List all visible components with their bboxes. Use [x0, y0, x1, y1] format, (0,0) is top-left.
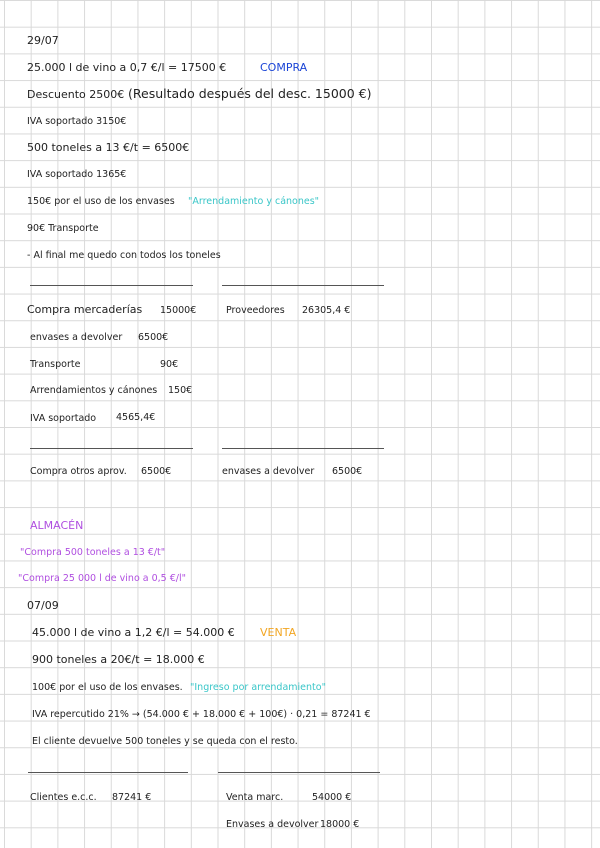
entry1-line2: Descuento 2500€ — [27, 88, 125, 101]
journal3-haber-amount-1: 18000 € — [320, 819, 360, 830]
journal3-debe-amount-0: 87241 € — [112, 792, 152, 803]
journal1-haber-label-0: Proveedores — [226, 305, 285, 316]
entry1-line3: IVA soportado 3150€ — [27, 116, 127, 127]
entry1-line4: 500 toneles a 13 €/t = 6500€ — [27, 141, 190, 154]
venta-tag: VENTA — [260, 626, 297, 639]
compra-tag: COMPRA — [260, 61, 308, 74]
journal1-haber-rule — [222, 285, 384, 286]
journal1-debe-amount-2: 90€ — [160, 359, 179, 370]
entry1-line2-note: (Resultado después del desc. 15000 €) — [128, 86, 372, 101]
entry1-line6: 150€ por el uso de los envases — [27, 196, 175, 207]
journal1-debe-amount-0: 15000€ — [160, 305, 197, 316]
journal3-haber-label-1: Envases a devolver — [226, 819, 319, 830]
journal1-debe-label-4: IVA soportado — [30, 413, 97, 424]
entry1-line7: 90€ Transporte — [27, 223, 99, 234]
entry1-date: 29/07 — [27, 34, 59, 47]
entry2-line5: El cliente devuelve 500 toneles y se queda con el resto. — [32, 736, 298, 747]
journal1-debe-amount-1: 6500€ — [138, 332, 169, 343]
entry2-line1: 45.000 l de vino a 1,2 €/l = 54.000 € — [32, 626, 235, 639]
journal1-debe-label-1: envases a devolver — [30, 332, 123, 343]
entry1-line1: 25.000 l de vino a 0,7 €/l = 17500 € — [27, 61, 227, 74]
journal1-debe-rule — [30, 285, 193, 286]
arrendamiento-note: "Arrendamiento y cánones" — [188, 196, 320, 207]
journal1-debe-label-3: Arrendamientos y cánones — [30, 385, 158, 396]
journal1-debe-label-0: Compra mercaderías — [27, 303, 143, 316]
journal2-debe-amount: 6500€ — [141, 466, 172, 477]
almacen-title: ALMACÉN — [30, 519, 84, 532]
journal2-haber-rule — [222, 448, 384, 449]
ingreso-arrendamiento-note: "Ingreso por arrendamiento" — [190, 682, 326, 693]
journal3-haber-rule — [218, 772, 380, 773]
entry1-line5: IVA soportado 1365€ — [27, 169, 127, 180]
journal2-debe-label: Compra otros aprov. — [30, 466, 127, 477]
journal3-haber-amount-0: 54000 € — [312, 792, 352, 803]
almacen-line2: "Compra 25 000 l de vino a 0,5 €/l" — [18, 573, 186, 584]
entry2-date: 07/09 — [27, 599, 59, 612]
journal1-debe-amount-4: 4565,4€ — [116, 412, 156, 423]
journal3-debe-label-0: Clientes e.c.c. — [30, 792, 97, 803]
journal1-debe-amount-3: 150€ — [168, 385, 193, 396]
journal2-haber-amount: 6500€ — [332, 466, 363, 477]
entry2-line3: 100€ por el uso de los envases. — [32, 682, 183, 693]
journal3-haber-label-0: Venta marc. — [226, 792, 284, 803]
entry1-line8: - Al final me quedo con todos los toneles — [27, 250, 221, 261]
journal1-haber-amount-0: 26305,4 € — [302, 305, 351, 316]
journal1-debe-label-2: Transporte — [30, 359, 81, 370]
journal2-debe-rule — [30, 448, 193, 449]
journal3-debe-rule — [28, 772, 188, 773]
journal2-haber-label: envases a devolver — [222, 466, 315, 477]
entry2-line4: IVA repercutido 21% → (54.000 € + 18.000 € + 100€) · 0,21 = 87241 € — [32, 709, 371, 720]
entry2-line2: 900 toneles a 20€/t = 18.000 € — [32, 653, 205, 666]
almacen-line1: "Compra 500 toneles a 13 €/t" — [20, 547, 166, 558]
